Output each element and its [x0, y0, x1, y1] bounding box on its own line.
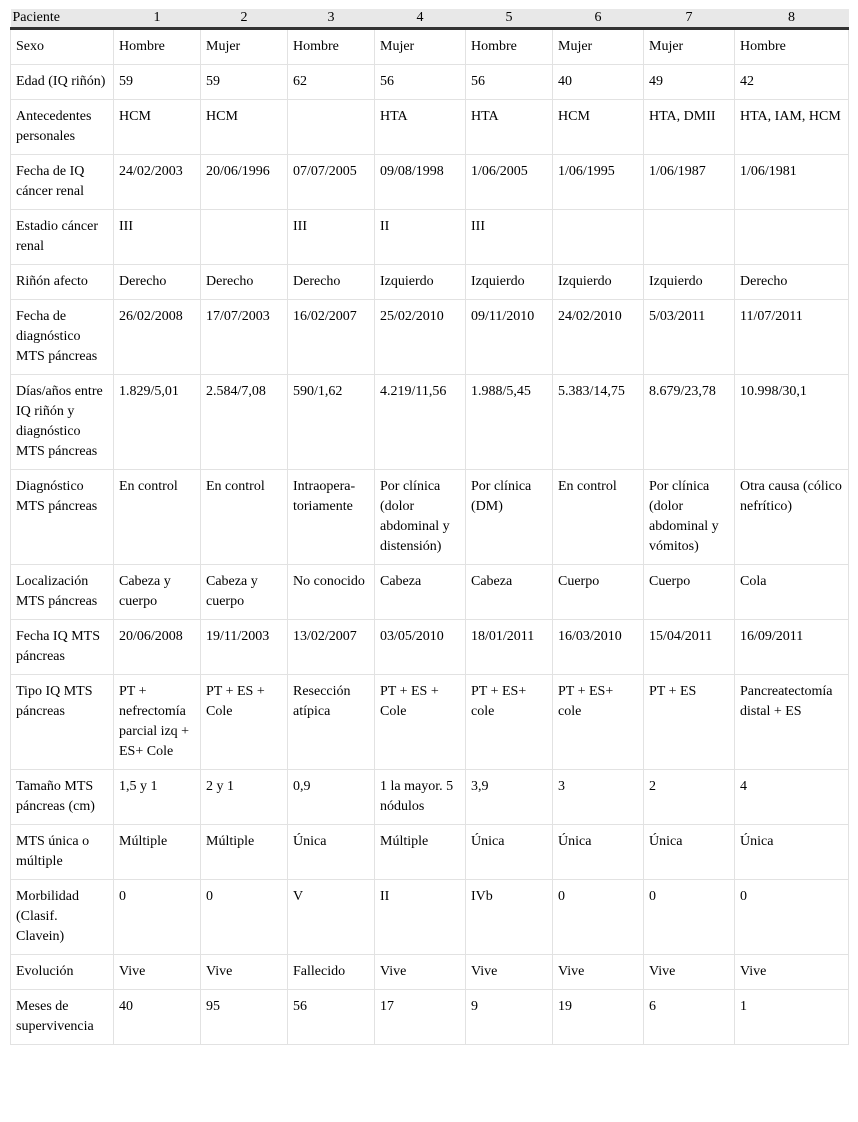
header-patient-7: 7 — [644, 9, 735, 29]
header-patient-8: 8 — [735, 9, 849, 29]
table-cell: HTA, DMII — [644, 100, 735, 155]
table-cell: Derecho — [735, 265, 849, 300]
table-cell: 1.829/5,01 — [114, 375, 201, 470]
table-cell: 25/02/2010 — [375, 300, 466, 375]
table-cell: 17/07/2003 — [201, 300, 288, 375]
row-label: Morbilidad (Clasif. Clavein) — [11, 880, 114, 955]
table-cell: Por clínica (dolor abdominal y vómitos) — [644, 470, 735, 565]
table-cell: 19/11/2003 — [201, 620, 288, 675]
table-cell: 1/06/1981 — [735, 155, 849, 210]
table-cell: Izquierdo — [466, 265, 553, 300]
table-cell: 15/04/2011 — [644, 620, 735, 675]
table-cell — [553, 210, 644, 265]
table-row — [11, 990, 849, 1045]
table-cell: Vive — [201, 955, 288, 990]
table-cell: Vive — [735, 955, 849, 990]
header-patient-3: 3 — [288, 9, 375, 29]
table-row — [11, 675, 849, 770]
table-row — [11, 770, 849, 825]
table-cell: PT + ES+ cole — [466, 675, 553, 770]
header-patient-5: 5 — [466, 9, 553, 29]
table-row — [11, 880, 849, 955]
table-cell: Derecho — [114, 265, 201, 300]
table-cell: Intraopera-toriamente — [288, 470, 375, 565]
row-label: Meses de supervivencia — [11, 990, 114, 1045]
table-cell: 6 — [644, 990, 735, 1045]
table-cell: 1,5 y 1 — [114, 770, 201, 825]
table-cell: Hombre — [466, 29, 553, 65]
table-cell: 95 — [201, 990, 288, 1045]
table-cell: Múltiple — [201, 825, 288, 880]
header-patient-4: 4 — [375, 9, 466, 29]
table-cell: Única — [735, 825, 849, 880]
table-cell — [735, 210, 849, 265]
table-cell: Vive — [114, 955, 201, 990]
table-cell: 59 — [114, 65, 201, 100]
table-cell: PT + ES+ cole — [553, 675, 644, 770]
table-cell: 56 — [466, 65, 553, 100]
table-cell: Única — [466, 825, 553, 880]
table-cell: 56 — [288, 990, 375, 1045]
table-cell: 4 — [735, 770, 849, 825]
table-cell: 11/07/2011 — [735, 300, 849, 375]
table-cell: HCM — [201, 100, 288, 155]
table-cell: 8.679/23,78 — [644, 375, 735, 470]
table-cell: Otra causa (cólico nefrítico) — [735, 470, 849, 565]
table-cell — [201, 210, 288, 265]
table-cell: III — [466, 210, 553, 265]
table-cell: 4.219/11,56 — [375, 375, 466, 470]
table-cell: II — [375, 880, 466, 955]
table-cell: 10.998/30,1 — [735, 375, 849, 470]
table-cell: Cabeza — [466, 565, 553, 620]
table-cell: Cabeza y cuerpo — [201, 565, 288, 620]
table-cell — [644, 210, 735, 265]
table-cell: 09/08/1998 — [375, 155, 466, 210]
table-cell: Izquierdo — [375, 265, 466, 300]
table-cell: 1 la mayor. 5 nódulos — [375, 770, 466, 825]
table-cell: HTA — [466, 100, 553, 155]
header-patient-1: 1 — [114, 9, 201, 29]
table-cell: Hombre — [114, 29, 201, 65]
table-cell: 16/09/2011 — [735, 620, 849, 675]
table-cell: HCM — [553, 100, 644, 155]
table-row — [11, 620, 849, 675]
row-label: MTS única o múltiple — [11, 825, 114, 880]
table-cell: 1 — [735, 990, 849, 1045]
row-label: Fecha IQ MTS páncreas — [11, 620, 114, 675]
table-cell: Mujer — [375, 29, 466, 65]
table-cell: 0,9 — [288, 770, 375, 825]
table-cell: Vive — [553, 955, 644, 990]
table-cell: Mujer — [644, 29, 735, 65]
header-patient-2: 2 — [201, 9, 288, 29]
table-cell: II — [375, 210, 466, 265]
table-row — [11, 29, 849, 65]
table-cell: 0 — [735, 880, 849, 955]
table-cell: 26/02/2008 — [114, 300, 201, 375]
table-cell: 56 — [375, 65, 466, 100]
table-row — [11, 265, 849, 300]
table-row — [11, 300, 849, 375]
row-label: Diagnóstico MTS páncreas — [11, 470, 114, 565]
table-row — [11, 210, 849, 265]
table-cell: 3 — [553, 770, 644, 825]
table-cell: Hombre — [288, 29, 375, 65]
table-cell: 2.584/7,08 — [201, 375, 288, 470]
table-cell: 18/01/2011 — [466, 620, 553, 675]
row-label: Tamaño MTS páncreas (cm) — [11, 770, 114, 825]
table-cell: Mujer — [553, 29, 644, 65]
table-cell: 9 — [466, 990, 553, 1045]
row-label: Localización MTS páncreas — [11, 565, 114, 620]
table-cell: 24/02/2010 — [553, 300, 644, 375]
header-patient-6: 6 — [553, 9, 644, 29]
table-cell: III — [114, 210, 201, 265]
table-cell: 0 — [644, 880, 735, 955]
table-cell: Izquierdo — [644, 265, 735, 300]
table-cell: 0 — [114, 880, 201, 955]
table-cell: Cabeza y cuerpo — [114, 565, 201, 620]
table-cell: Única — [288, 825, 375, 880]
table-cell: Derecho — [201, 265, 288, 300]
table-cell: 40 — [114, 990, 201, 1045]
table-cell: Vive — [644, 955, 735, 990]
table-cell: En control — [201, 470, 288, 565]
table-cell: 13/02/2007 — [288, 620, 375, 675]
table-cell: 1.988/5,45 — [466, 375, 553, 470]
table-cell: Cuerpo — [553, 565, 644, 620]
table-cell: 19 — [553, 990, 644, 1045]
table-cell: 590/1,62 — [288, 375, 375, 470]
table-cell: 59 — [201, 65, 288, 100]
row-label: Fecha de IQ cáncer renal — [11, 155, 114, 210]
table-cell: 03/05/2010 — [375, 620, 466, 675]
table-cell: V — [288, 880, 375, 955]
table-cell: 49 — [644, 65, 735, 100]
table-cell: En control — [114, 470, 201, 565]
table-row — [11, 565, 849, 620]
table-row — [11, 375, 849, 470]
row-label: Edad (IQ riñón) — [11, 65, 114, 100]
table-cell: 40 — [553, 65, 644, 100]
table-cell: 0 — [201, 880, 288, 955]
table-cell: Pancreatectomía distal + ES — [735, 675, 849, 770]
table-cell: 62 — [288, 65, 375, 100]
table-cell: Por clínica (DM) — [466, 470, 553, 565]
row-label: Fecha de diagnóstico MTS páncreas — [11, 300, 114, 375]
table-cell: Múltiple — [114, 825, 201, 880]
row-label: Evolución — [11, 955, 114, 990]
table-cell: 20/06/2008 — [114, 620, 201, 675]
row-label: Antecedentes personales — [11, 100, 114, 155]
table-cell: Derecho — [288, 265, 375, 300]
header-row — [11, 9, 849, 29]
patients-table — [10, 9, 849, 1045]
table-cell: HCM — [114, 100, 201, 155]
table-cell: Cuerpo — [644, 565, 735, 620]
row-label: Sexo — [11, 29, 114, 65]
table-cell: HTA — [375, 100, 466, 155]
table-cell: 1/06/1987 — [644, 155, 735, 210]
table-cell: Vive — [375, 955, 466, 990]
table-cell: Múltiple — [375, 825, 466, 880]
table-cell: No conocido — [288, 565, 375, 620]
table-cell: 5/03/2011 — [644, 300, 735, 375]
table-header — [11, 9, 849, 29]
table-cell: Resección atípica — [288, 675, 375, 770]
table-cell: Cola — [735, 565, 849, 620]
table-cell: III — [288, 210, 375, 265]
table-cell: 17 — [375, 990, 466, 1045]
table-cell: 2 — [644, 770, 735, 825]
table-cell: 16/02/2007 — [288, 300, 375, 375]
row-label: Riñón afecto — [11, 265, 114, 300]
table-cell: 42 — [735, 65, 849, 100]
row-label: Días/años entre IQ riñón y diagnóstico MTS páncreas — [11, 375, 114, 470]
table-cell: 5.383/14,75 — [553, 375, 644, 470]
table-cell: PT + ES — [644, 675, 735, 770]
table-row — [11, 155, 849, 210]
table-cell: 1/06/1995 — [553, 155, 644, 210]
table-cell: Cabeza — [375, 565, 466, 620]
table-row — [11, 470, 849, 565]
table-cell: Mujer — [201, 29, 288, 65]
table-cell: PT + ES + Cole — [375, 675, 466, 770]
table-cell: IVb — [466, 880, 553, 955]
table-cell: Vive — [466, 955, 553, 990]
table-cell: En control — [553, 470, 644, 565]
row-label: Estadio cáncer renal — [11, 210, 114, 265]
table-row — [11, 65, 849, 100]
table-cell: PT + nefrectomía parcial izq + ES+ Cole — [114, 675, 201, 770]
table-cell — [288, 100, 375, 155]
table-cell: 2 y 1 — [201, 770, 288, 825]
table-row — [11, 955, 849, 990]
table-cell: Hombre — [735, 29, 849, 65]
header-label: Paciente — [11, 9, 114, 29]
table-cell: HTA, IAM, HCM — [735, 100, 849, 155]
table-cell: Izquierdo — [553, 265, 644, 300]
table-cell: Única — [644, 825, 735, 880]
table-cell: Única — [553, 825, 644, 880]
table-cell: 20/06/1996 — [201, 155, 288, 210]
table-cell: 07/07/2005 — [288, 155, 375, 210]
table-cell: Por clínica (dolor abdominal y distensión) — [375, 470, 466, 565]
table-body — [11, 29, 849, 1045]
table-cell: 24/02/2003 — [114, 155, 201, 210]
table-row — [11, 100, 849, 155]
table-cell: 09/11/2010 — [466, 300, 553, 375]
table-cell: 3,9 — [466, 770, 553, 825]
table-cell: 16/03/2010 — [553, 620, 644, 675]
table-cell: 0 — [553, 880, 644, 955]
table-cell: 1/06/2005 — [466, 155, 553, 210]
table-cell: PT + ES + Cole — [201, 675, 288, 770]
patients-table-container — [10, 9, 848, 1045]
row-label: Tipo IQ MTS páncreas — [11, 675, 114, 770]
table-row — [11, 825, 849, 880]
table-cell: Fallecido — [288, 955, 375, 990]
